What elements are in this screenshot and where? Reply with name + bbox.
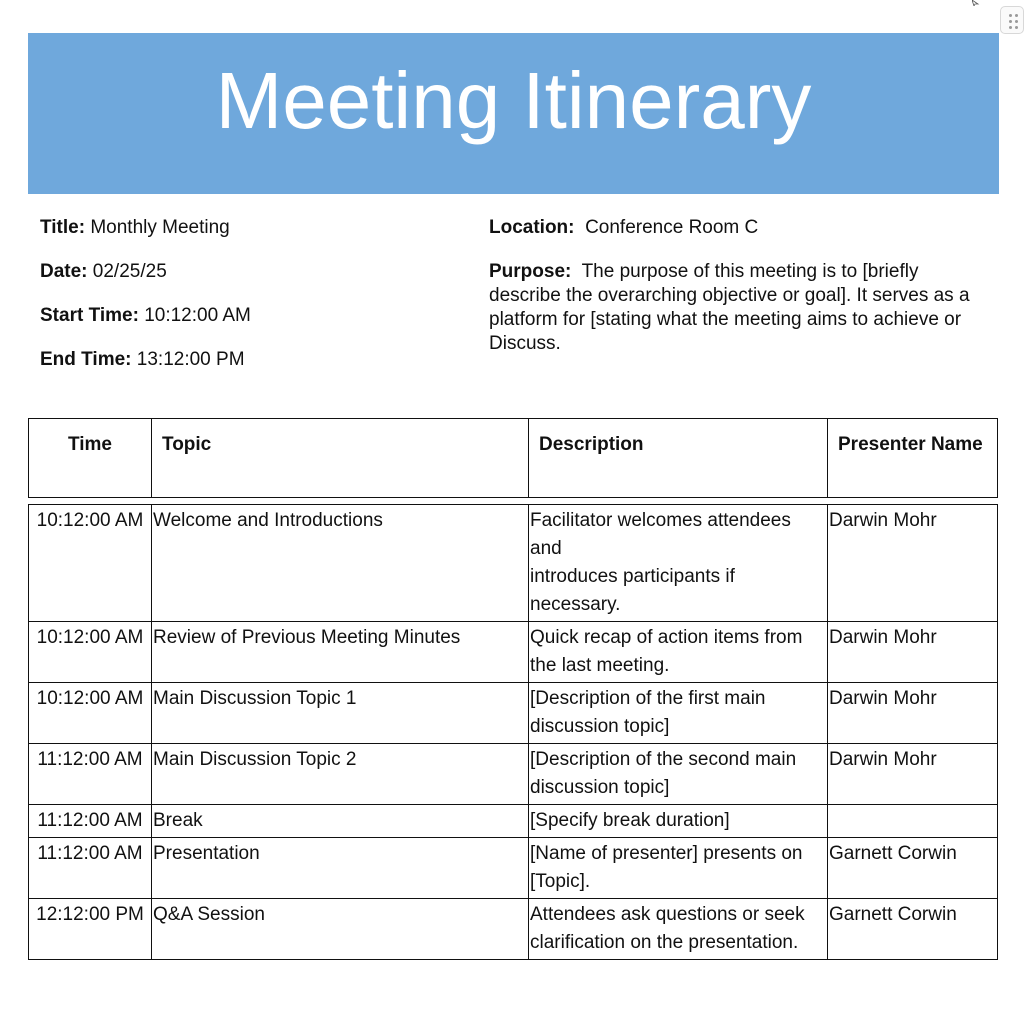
description-cell: Attendees ask questions or seek clarification on the presentation.: [529, 899, 828, 960]
table-row: [29, 899, 998, 960]
title-label: Title:: [40, 217, 86, 238]
page-title: Meeting Itinerary: [215, 56, 812, 145]
start-time-field: [40, 304, 460, 348]
location-field: [489, 216, 989, 260]
date-value: 02/25/25: [92, 261, 167, 282]
presenter-cell: Garnett Corwin: [828, 838, 998, 899]
description-cell: [Name of presenter] presents on [Topic].: [529, 838, 828, 899]
title-field: [40, 216, 460, 260]
end-time-field: [40, 348, 460, 392]
time-cell: 10:12:00 AM: [29, 505, 152, 622]
meeting-details-right: [489, 216, 989, 356]
title-banner: [28, 33, 999, 194]
description-cell: [Description of the first main discussion topic]: [529, 683, 828, 744]
table-row: [29, 744, 998, 805]
time-cell: 11:12:00 AM: [29, 805, 152, 838]
description-cell: [Specify break duration]: [529, 805, 828, 838]
drag-handle-icon[interactable]: [1000, 6, 1024, 34]
start-time-label: Start Time:: [40, 305, 139, 326]
purpose-field: [489, 260, 989, 356]
time-cell: 12:12:00 PM: [29, 899, 152, 960]
start-time-value: 10:12:00 AM: [144, 305, 251, 326]
topic-cell: Review of Previous Meeting Minutes: [152, 622, 529, 683]
presenter-cell: Darwin Mohr: [828, 505, 998, 622]
time-cell: 10:12:00 AM: [29, 683, 152, 744]
topic-cell: Presentation: [152, 838, 529, 899]
column-header-description: Description: [529, 419, 828, 498]
topic-cell: Main Discussion Topic 2: [152, 744, 529, 805]
column-header-topic: Topic: [152, 419, 529, 498]
purpose-label: Purpose:: [489, 261, 572, 282]
description-cell: Quick recap of action items from the last meeting.: [529, 622, 828, 683]
agenda-table: [28, 504, 998, 960]
time-cell: 11:12:00 AM: [29, 744, 152, 805]
presenter-cell: Darwin Mohr: [828, 622, 998, 683]
location-value: Conference Room C: [585, 217, 759, 238]
mouse-cursor-icon: [972, 0, 980, 6]
column-header-presenter: Presenter Name: [828, 419, 998, 498]
presenter-cell: Darwin Mohr: [828, 744, 998, 805]
location-label: Location:: [489, 217, 575, 238]
end-time-value: 13:12:00 PM: [136, 349, 245, 370]
table-row: [29, 838, 998, 899]
agenda-header-row: [29, 419, 998, 498]
topic-cell: Q&A Session: [152, 899, 529, 960]
date-label: Date:: [40, 261, 88, 282]
column-header-time: Time: [29, 419, 152, 498]
topic-cell: Welcome and Introductions: [152, 505, 529, 622]
topic-cell: Break: [152, 805, 529, 838]
meeting-details-left: [40, 216, 460, 392]
topic-cell: Main Discussion Topic 1: [152, 683, 529, 744]
table-row: [29, 505, 998, 622]
presenter-cell: Darwin Mohr: [828, 683, 998, 744]
presenter-cell: [828, 805, 998, 838]
time-cell: 11:12:00 AM: [29, 838, 152, 899]
description-cell: Facilitator welcomes attendees and introduces participants if necessary.: [529, 505, 828, 622]
presenter-cell: Garnett Corwin: [828, 899, 998, 960]
table-row: [29, 805, 998, 838]
time-cell: 10:12:00 AM: [29, 622, 152, 683]
title-value: Monthly Meeting: [90, 217, 230, 238]
table-row: [29, 622, 998, 683]
end-time-label: End Time:: [40, 349, 132, 370]
date-field: [40, 260, 460, 304]
purpose-value: The purpose of this meeting is to [briefly describe the overarching objective or goal]. It serves as a platform for [stating what the meeting aims to achieve or Discuss.: [489, 261, 970, 354]
description-cell: [Description of the second main discussion topic]: [529, 744, 828, 805]
agenda-header-table: [28, 418, 998, 498]
table-row: [29, 683, 998, 744]
